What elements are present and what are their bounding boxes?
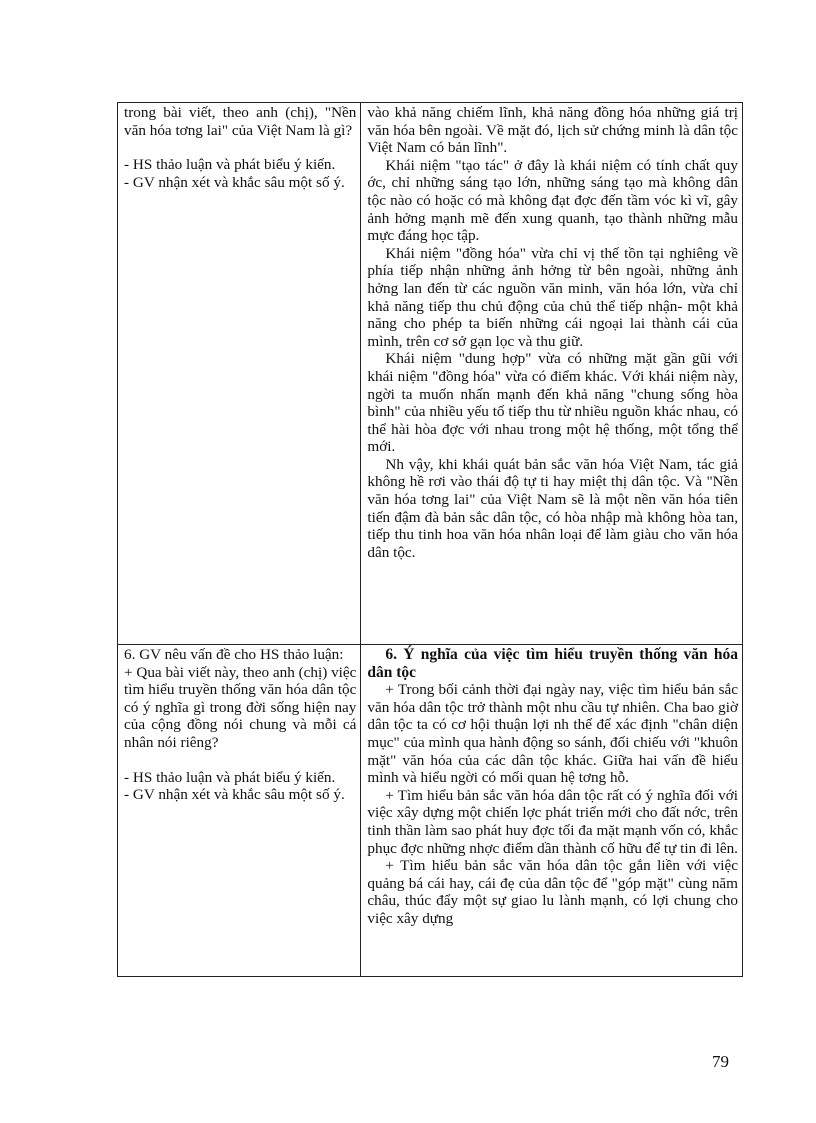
teacher-activity-cell xyxy=(118,645,361,977)
content-paragraph: + Trong bối cảnh thời đại ngày nay, việc tìm hiểu bản sắc văn hóa dân tộc trở thành một nhu cầu tự nhiên. Cha bao giờ dân tộc ta có cơ hội thuận lợi nh thế để xác định "chân diện mục" của mình qua hành động so sánh, đối chiếu với "khuôn mặt" văn hóa của các dân tộc khác. Giữa hai vấn đề hiểu mình và hiểu ngời có mối quan hệ tơng hỗ. xyxy=(367,681,738,787)
spacer xyxy=(124,139,356,156)
content-paragraph: Khái niệm "tạo tác" ở đây là khái niệm có tính chất quy ớc, chỉ những sáng tạo lớn, những sáng tạo mà không dân tộc nào có hoặc có mà không đạt đợc đến tầm vóc kì vĩ, gây ảnh hởng mạnh mẽ đến xung quanh, tạo thành những mẫu mực đáng học tập. xyxy=(367,156,738,245)
question-text: trong bài viết, theo anh (chị), "Nền văn hóa tơng lai" của Việt Nam là gì? xyxy=(124,104,357,139)
content-paragraph: + Tìm hiểu bản sắc văn hóa dân tộc rất có ý nghĩa đối với việc xây dựng một chiến lợc phát triển mới cho đất nớc, trên tinh thần làm sao phát huy đợc tối đa mặt mạnh vốn có, khắc phục đợc những nhợc điểm dần thành cố hữu để tự tin đi lên. xyxy=(367,786,738,857)
content-paragraph: + Tìm hiểu bản sắc văn hóa dân tộc gắn liền với việc quảng bá cái hay, cái đẹ của dân tộc để "góp mặt" cùng năm châu, thúc đẩy một sự giao lu lành mạnh, có lợi chung cho việc xây dựng xyxy=(367,857,738,927)
student-activity-text: - HS thảo luận và phát biểu ý kiến. xyxy=(124,156,336,174)
teacher-activity-cell xyxy=(118,103,361,645)
table-row xyxy=(118,103,743,645)
content-cell xyxy=(361,103,743,645)
content-paragraph: Khái niệm "đồng hóa" vừa chỉ vị thế tồn tại nghiêng về phía tiếp nhận những ảnh hởng từ bên ngoài, những ảnh hởng lan đến từ các nguồn văn minh, văn hóa lớn, vừa chỉ khả năng tiếp thu chủ động của chủ thể tiếp nhận- một khả năng cho phép ta biến những cái ngoại lai thành cái của mình, trên cơ sở gạn lọc và thu giữ. xyxy=(367,244,738,350)
student-activity-text: - HS thảo luận và phát biểu ý kiến. xyxy=(124,768,336,786)
content-paragraph: Khái niệm "dung hợp" vừa có những mặt gần gũi với khái niệm "đồng hóa" vừa có điểm khác. Với khái niệm này, ngời ta muốn nhấn mạnh đến khả năng "chung sống hòa bình" của nhiều yếu tố tiếp thu từ nhiều nguồn khác nhau, có thể hài hòa đợc với nhau trong một hệ thống, một tổng thể mới. xyxy=(367,350,738,456)
section-heading: 6. Ý nghĩa của việc tìm hiểu truyền thống văn hóa dân tộc xyxy=(367,646,738,681)
task-intro-text: 6. GV nêu vấn đề cho HS thảo luận: xyxy=(124,646,344,663)
content-cell xyxy=(361,645,743,977)
spacer xyxy=(124,752,356,769)
content-paragraph: vào khả năng chiếm lĩnh, khả năng đồng hóa những giá trị văn hóa bên ngoài. Về mặt đó, lịch sử chứng minh là dân tộc Việt Nam có bản lĩnh". xyxy=(367,104,738,157)
page-number: 79 xyxy=(712,1052,729,1071)
teacher-note-text: - GV nhận xét và khắc sâu một số ý. xyxy=(124,786,345,804)
teacher-note-text: - GV nhận xét và khắc sâu một số ý. xyxy=(124,173,345,191)
content-paragraph: Nh vậy, khi khái quát bản sắc văn hóa Việt Nam, tác giả không hề rơi vào thái độ tự ti hay miệt thị dân tộc. Và "Nền văn hóa tơng lai" của Việt Nam sẽ là một nền văn hóa tiên tiến đậm đà bản sắc dân tộc, có hòa nhập mà không hòa tan, tiếp thu tinh hoa văn hóa nhân loại để làm giàu cho văn hóa dân tộc. xyxy=(367,455,738,561)
lesson-table xyxy=(117,102,743,977)
question-text: + Qua bài viết này, theo anh (chị) việc tìm hiểu truyền thống văn hóa dân tộc có ý nghĩa gì trong đời sống hiện nay của cộng đồng nói chung và mỗi cá nhân nói riêng? xyxy=(124,663,357,751)
table-row xyxy=(118,645,743,977)
